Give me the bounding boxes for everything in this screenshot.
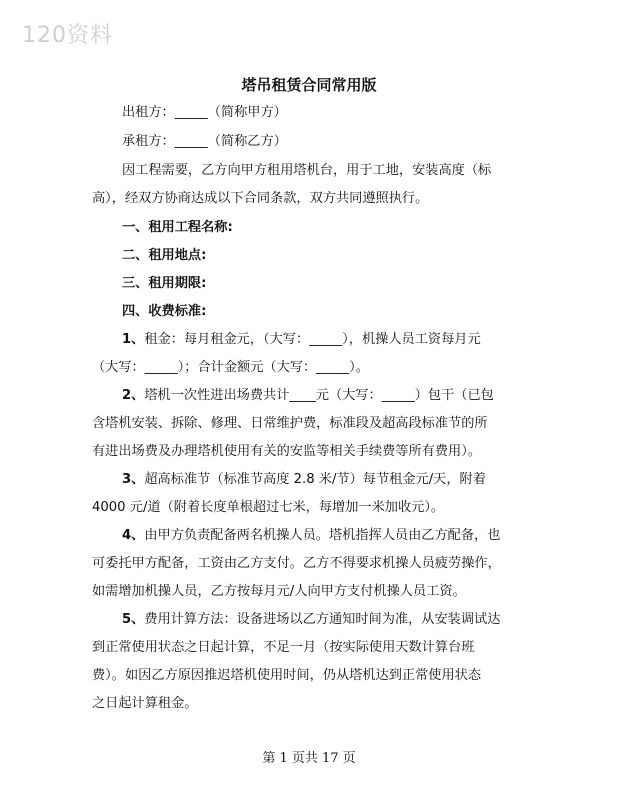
clause-5-line-4: 之日起计算租金。 [92,696,198,711]
clause-text: 租金：每月租金元，（大写：_____），机操人员工资每月元 [144,332,481,347]
watermark-logo: 120资料 [22,23,113,48]
clause-4-line-2: 可委托甲方配备，工资由乙方支付。乙方不得要求机操人员疲劳操作， [92,556,501,571]
clause-5-line-1 [122,610,500,630]
clause-2-line-2: 含塔机安装、拆除、修理、日常维护费，标准段及超高段标准节的所 [92,416,488,431]
clause-3-line-2: 4000 元/道（附着长度单根超过七米，每增加一米加收元）。 [92,500,445,515]
section-4-heading: 四、收费标准: [122,304,207,319]
clause-text: 超高标准节（标准节高度 2.8 米/节）每节租金元/天，附着 [144,472,486,487]
section-1-heading: 一、租用工程名称: [122,220,233,235]
lessor-line: 出租方：_____（简称甲方） [122,105,287,120]
intro-line-2: 高），经双方协商达成以下合同条款，双方共同遵照执行。 [92,191,429,206]
clause-3-line-1 [122,470,486,490]
section-2-heading: 二、租用地点: [122,248,207,263]
section-3-heading: 三、租用期限: [122,276,207,291]
clause-5-line-3: 费）。如因乙方原因推迟塔机使用时间，仍从塔机达到正常使用状态 [92,668,482,683]
clause-1-line-2: （大写：_____）；合计金额元（大写：_____）。 [92,360,369,375]
clause-text: 由甲方负责配备两名机操人员。塔机指挥人员由乙方配备，也 [144,528,501,543]
clause-5-line-2: 到正常使用状态之日起计算，不足一月（按实际使用天数计算台班 [92,640,475,655]
clause-2-line-1 [122,386,494,406]
clause-4-line-3: 如需增加机操人员，乙方按每月元/人向甲方支付机操人员工资。 [92,584,466,599]
clause-number: 2、 [122,388,145,403]
clause-1-line-1 [122,330,481,350]
clause-number: 4、 [122,528,145,543]
document-title: 塔吊租赁合同常用版 [241,76,377,94]
clause-number: 3、 [122,472,145,487]
clause-number: 5、 [122,612,145,627]
clause-number: 1、 [122,332,145,347]
clause-text: 塔机一次性进出场费共计____元（大写：_____）包干（已包 [144,388,494,403]
intro-line-1: 因工程需要，乙方向甲方租用塔机台，用于工地，安装高度（标 [122,163,492,178]
page-number: 第 1 页共 17 页 [262,751,356,766]
clause-text: 费用计算方法：设备进场以乙方通知时间为准，从安装调试达 [144,612,501,627]
clause-2-line-3: 有进出场费及办理塔机使用有关的安监等相关手续费等所有费用）。 [92,444,482,459]
clause-4-line-1 [122,526,500,546]
lessee-line: 承租方：_____（简称乙方） [122,134,287,149]
